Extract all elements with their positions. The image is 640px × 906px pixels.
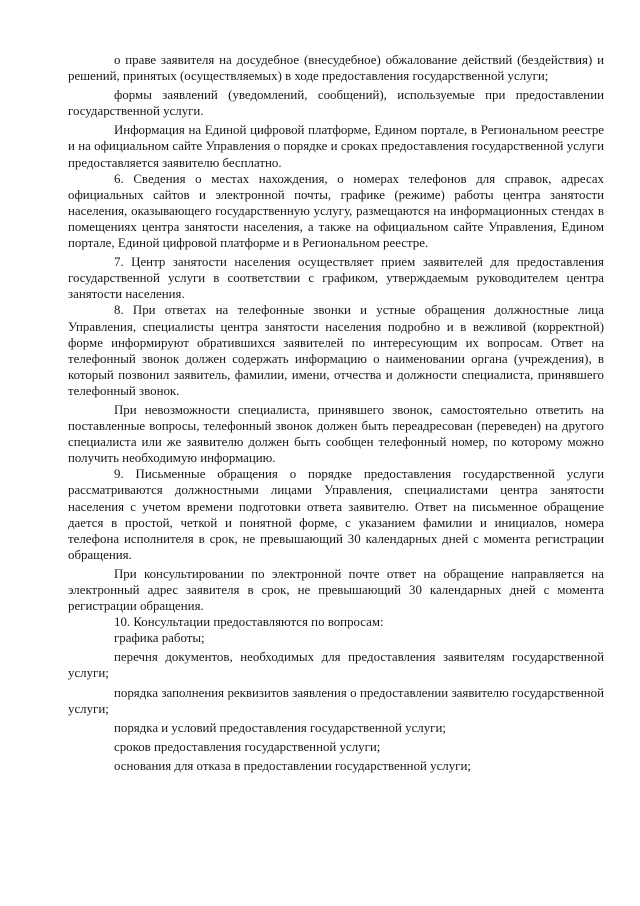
- paragraph-application-forms: формы заявлений (уведомлений, сообщений), используемые при предоставлении государственной услуги.: [68, 88, 604, 119]
- paragraph-item-8: 8. При ответах на телефонные звонки и устные обращения должностные лица Управления, специалисты центра занятости населения подробно и в вежливой (корректной) форме информируют обратившихся заявителей по интересующим их вопросам. Ответ на телефонный звонок должен содержать информацию о наименовании органа (учреждения), в который позвонил заявитель, фамилии, имени, отчества и должности специалиста, принявшего телефонный звонок.: [68, 303, 604, 398]
- list-item-terms: сроков предоставления государственной услуги;: [114, 739, 381, 754]
- list-item-procedure: порядка и условий предоставления государственной услуги;: [114, 720, 446, 735]
- paragraph-item-7: 7. Центр занятости населения осуществляет прием заявителей для предоставления государственной услуги в соответствии с графиком, утверждаемым руководителем центра занятости населения.: [68, 255, 604, 302]
- list-item-schedule: графика работы;: [114, 631, 205, 646]
- document-body: [68, 52, 604, 774]
- list-item-documents: перечня документов, необходимых для предоставления заявителям государственной услуги;: [68, 650, 604, 681]
- paragraph-item-10: 10. Консультации предоставляются по вопросам:: [114, 615, 384, 630]
- paragraph-free-information: Информация на Единой цифровой платформе, Едином портале, в Региональном реестре и на официальном сайте Управления о порядке и сроках предоставления государственной услуги предоставляется заявителю бесплатно.: [68, 123, 604, 170]
- paragraph-email-consulting: При консультировании по электронной почте ответ на обращение направляется на электронный адрес заявителя в срок, не превышающий 30 календарных дней с момента регистрации обращения.: [68, 566, 604, 614]
- paragraph-appeal-right: о праве заявителя на досудебное (внесудебное) обжалование действий (бездействия) и решений, принятых (осуществляемых) в ходе предоставления государственной услуги;: [68, 53, 604, 84]
- paragraph-item-9: 9. Письменные обращения о порядке предоставления государственной услуги рассматриваются должностными лицами Управления, специалистами центра занятости населения с учетом времени подготовки ответа заявителю. Ответ на письменное обращение дается в простой, четкой и понятной форме, с указанием фамилии и инициалов, номера телефона исполнителя в срок, не превышающий 30 календарных дней с момента регистрации обращения.: [68, 467, 604, 562]
- paragraph-item-6: 6. Сведения о местах нахождения, о номерах телефонов для справок, адресах официальных сайтов и электронной почты, графике (режиме) работы центра занятости населения, оказывающего государственную услугу, размещаются на информационных стендах в помещениях центра занятости населения, а также на официальном сайте Управления, Едином портале, Единой цифровой платформе и в Региональном реестре.: [68, 171, 604, 251]
- paragraph-call-transfer: При невозможности специалиста, принявшего звонок, самостоятельно ответить на поставленные вопросы, телефонный звонок должен быть переадресован (переведен) на другого специалиста или же заявителю должен быть сообщен телефонный номер, по которому можно получить необходимую информацию.: [68, 402, 604, 466]
- list-item-requisites: порядка заполнения реквизитов заявления о предоставлении заявителю государственной услуги;: [68, 685, 604, 716]
- list-item-refusal-grounds: основания для отказа в предоставлении государственной услуги;: [114, 758, 471, 773]
